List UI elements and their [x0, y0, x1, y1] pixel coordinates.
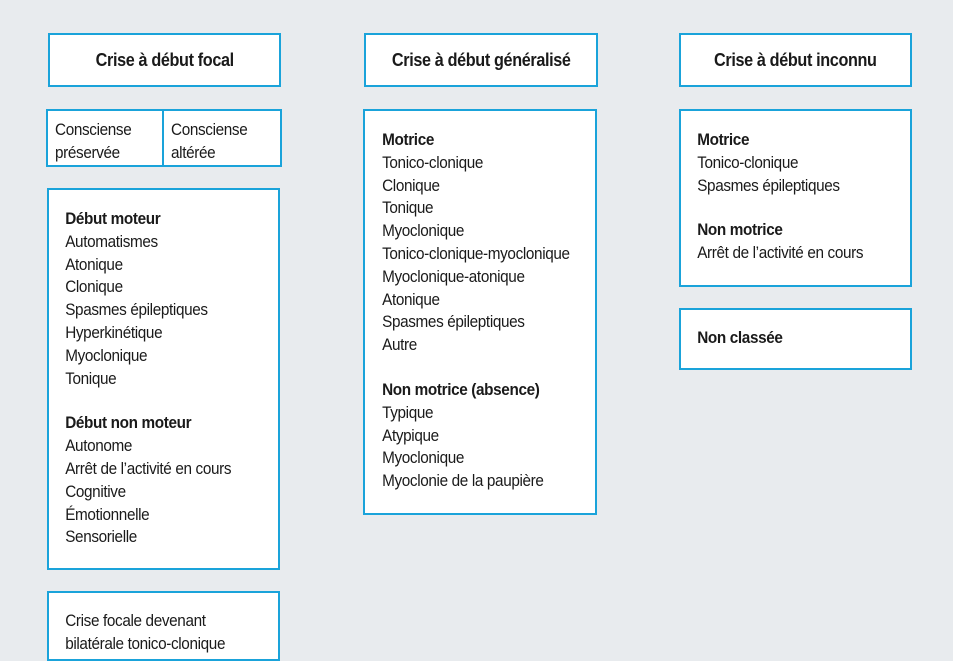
awareness-split-box: [46, 109, 282, 167]
motor-onset-title: Début moteur: [65, 209, 161, 228]
header-unknown-onset-label: Crise à début inconnu: [714, 49, 877, 70]
awareness-preserved-line-2: préservée: [55, 143, 120, 162]
bilateral-line-1: Crise focale devenant: [65, 611, 206, 630]
list-item: Atonique: [65, 254, 123, 274]
awareness-preserved-line-1: Consciense: [55, 120, 132, 139]
awareness-preserved-cell: [48, 111, 164, 165]
generalized-motor-title: Motrice: [382, 130, 434, 149]
header-focal-onset: [48, 33, 281, 87]
awareness-altered-cell: [164, 111, 280, 165]
list-item: Autre: [382, 335, 417, 355]
bilateral-line-2: bilatérale tonico-clonique: [65, 633, 226, 653]
list-item: Automatismes: [65, 231, 158, 251]
list-item: Myoclonique: [382, 448, 465, 468]
list-item: Spasmes épileptiques: [697, 175, 840, 195]
list-item: Arrêt de l’activité en cours: [697, 243, 864, 263]
unknown-non-motor-title: Non motrice: [697, 220, 783, 240]
list-item: Atypique: [382, 425, 439, 445]
awareness-altered-line-1: Consciense: [171, 120, 248, 139]
focal-onset-types-box: [47, 188, 280, 570]
list-item: Myoclonie de la paupière: [382, 471, 544, 491]
unknown-motor-title: Motrice: [697, 130, 750, 149]
list-item: Clonique: [65, 277, 123, 297]
list-item: Spasmes épileptiques: [65, 300, 208, 320]
header-focal-onset-label: Crise à début focal: [95, 49, 234, 70]
list-item: Clonique: [382, 175, 440, 195]
generalized-non-motor-title: Non motrice (absence): [382, 379, 540, 399]
header-unknown-onset: [679, 33, 912, 87]
list-item: Hyperkinétique: [65, 322, 163, 342]
list-item: Atonique: [382, 289, 440, 309]
unknown-types-box: [679, 109, 912, 287]
unclassified-box: [679, 308, 912, 370]
list-item: Myoclonique: [382, 221, 465, 241]
list-item: Arrêt de l’activité en cours: [65, 458, 232, 478]
list-item: Cognitive: [65, 481, 126, 501]
awareness-altered-line-2: altérée: [171, 143, 216, 162]
focal-to-bilateral-box: [47, 591, 280, 661]
list-item: Tonico-clonique-myoclonique: [382, 243, 570, 263]
list-item: Autonome: [65, 436, 133, 456]
list-item: Émotionnelle: [65, 504, 150, 524]
non-motor-onset-title: Début non moteur: [65, 413, 192, 433]
list-item: Tonique: [382, 198, 434, 218]
list-item: Typique: [382, 402, 434, 422]
list-item: Sensorielle: [65, 527, 137, 547]
list-item: Myoclonique: [65, 345, 148, 365]
list-item: Spasmes épileptiques: [382, 312, 525, 332]
header-generalized-onset: [364, 33, 598, 87]
unclassified-title: Non classée: [697, 328, 783, 347]
list-item: Myoclonique-atonique: [382, 266, 525, 286]
list-item: Tonique: [65, 368, 117, 388]
header-generalized-onset-label: Crise à début généralisé: [391, 49, 571, 70]
list-item: Tonico-clonique: [382, 152, 484, 172]
generalized-types-box: [363, 109, 597, 515]
list-item: Tonico-clonique: [697, 152, 799, 172]
